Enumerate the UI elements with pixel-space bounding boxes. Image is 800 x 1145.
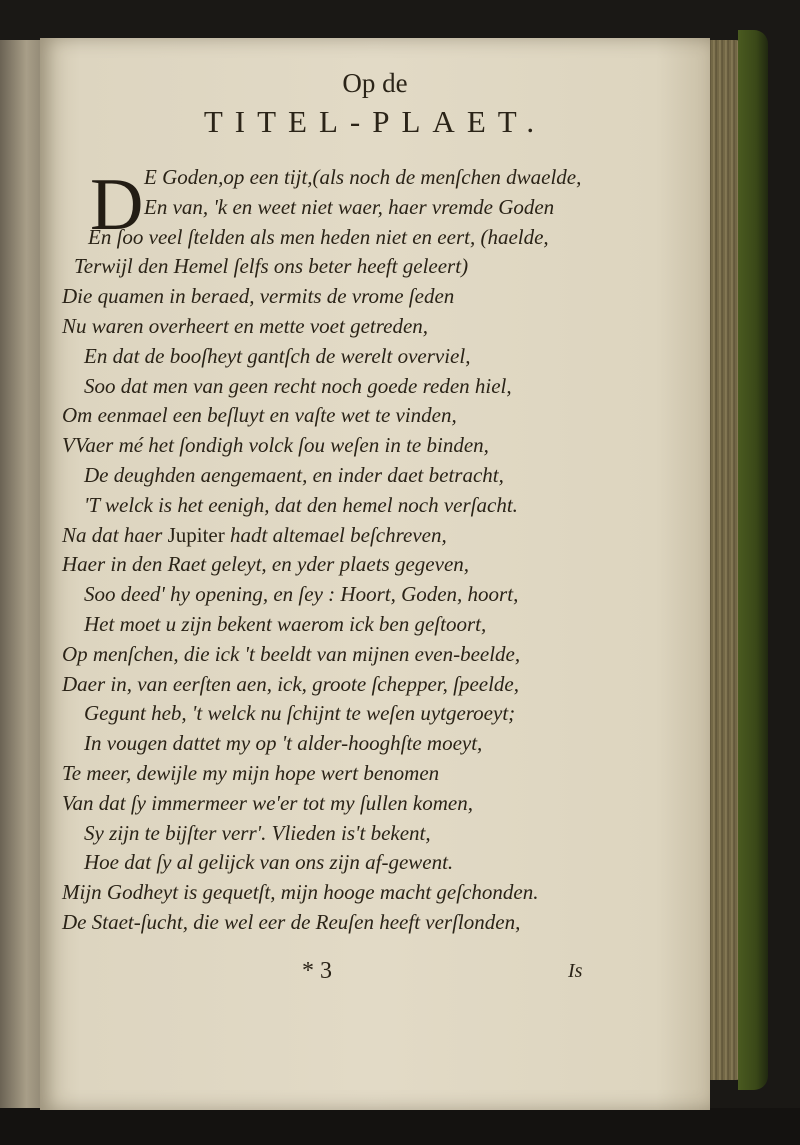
catchword: Is	[568, 960, 583, 982]
signature-mark: * 3	[302, 958, 332, 984]
verse-line: Om eenmael een beſluyt en vaſte wet te vinden,	[62, 403, 457, 428]
verse-line: Hoe dat ſy al gelijck van ons zijn af-gewent.	[84, 850, 454, 875]
verse-line: En van, 'k en weet niet waer, haer vremde Goden	[144, 194, 555, 219]
verse-line: Haer in den Raet geleyt, en yder plaets gegeven,	[62, 552, 470, 577]
bottom-shadow	[0, 1108, 800, 1145]
jupiter-name: Jupiter	[167, 522, 225, 547]
drop-cap: D	[90, 164, 144, 246]
verse-line: En ſoo veel ſtelden als men heden niet en eert, (haelde,	[88, 224, 549, 249]
verse-line: 'T welck is het eenigh, dat den hemel noch verſacht.	[84, 492, 518, 517]
verse-line: In vougen dattet my op 't alder-hooghſte moeyt,	[84, 731, 483, 756]
verse-line	[62, 522, 447, 548]
verse-line: Nu waren overheert en mette voet getreden,	[62, 314, 429, 338]
verse-segment: hadt altemael beſchreven,	[224, 522, 447, 547]
verse-line: Terwijl den Hemel ſelfs ons beter heeft geleert)	[74, 254, 469, 279]
verse-line: De deughden aengemaent, en inder daet betracht,	[84, 463, 504, 487]
verse-line: Mijn Godheyt is gequetſt, mijn hooge macht geſchonden.	[62, 880, 539, 905]
verse-line: Sy zijn te bijſter verr'. Vlieden is't bekent,	[84, 820, 431, 845]
book-page	[40, 38, 710, 1110]
verse-line: Soo deed' hy opening, en ſey : Hoort, Goden, hoort,	[84, 582, 519, 607]
verse-line: En dat de booſheyt gantſch de werelt overviel,	[84, 343, 471, 368]
verse-line: VVaer mé het ſondigh volck ſou weſen in te binden,	[62, 433, 489, 458]
verse-line: E Goden,op een tijt,(als noch de menſchen dwaelde,	[144, 165, 582, 189]
verse-line: Die quamen in beraed, vermits de vrome ſeden	[62, 284, 455, 309]
verse-line: Gegunt heb, 't welck nu ſchijnt te weſen uytgeroeyt;	[84, 701, 516, 726]
verse-line: Het moet u zijn bekent waerom ick ben geſtoort,	[84, 612, 487, 636]
verse-line: Van dat ſy immermeer we'er tot my ſullen komen,	[62, 790, 473, 815]
verse-line: Te meer, dewijle my mijn hope wert benomen	[62, 761, 440, 785]
verse-segment: Na dat haer	[62, 522, 168, 547]
verse-line: Daer in, van eerſten aen, ick, groote ſchepper, ſpeelde,	[62, 671, 519, 696]
verse-line: De Staet-ſucht, die wel eer de Reuſen heeft verſlonden,	[62, 910, 521, 934]
verse-line: Soo dat men van geen recht noch goede reden hiel,	[84, 373, 512, 398]
verse-line: Op menſchen, die ick 't beeldt van mijnen even-beelde,	[62, 641, 521, 666]
heading-prefix: Op de	[342, 68, 408, 98]
book-cover	[738, 30, 768, 1090]
page-title: TITEL-PLAET.	[203, 104, 547, 139]
